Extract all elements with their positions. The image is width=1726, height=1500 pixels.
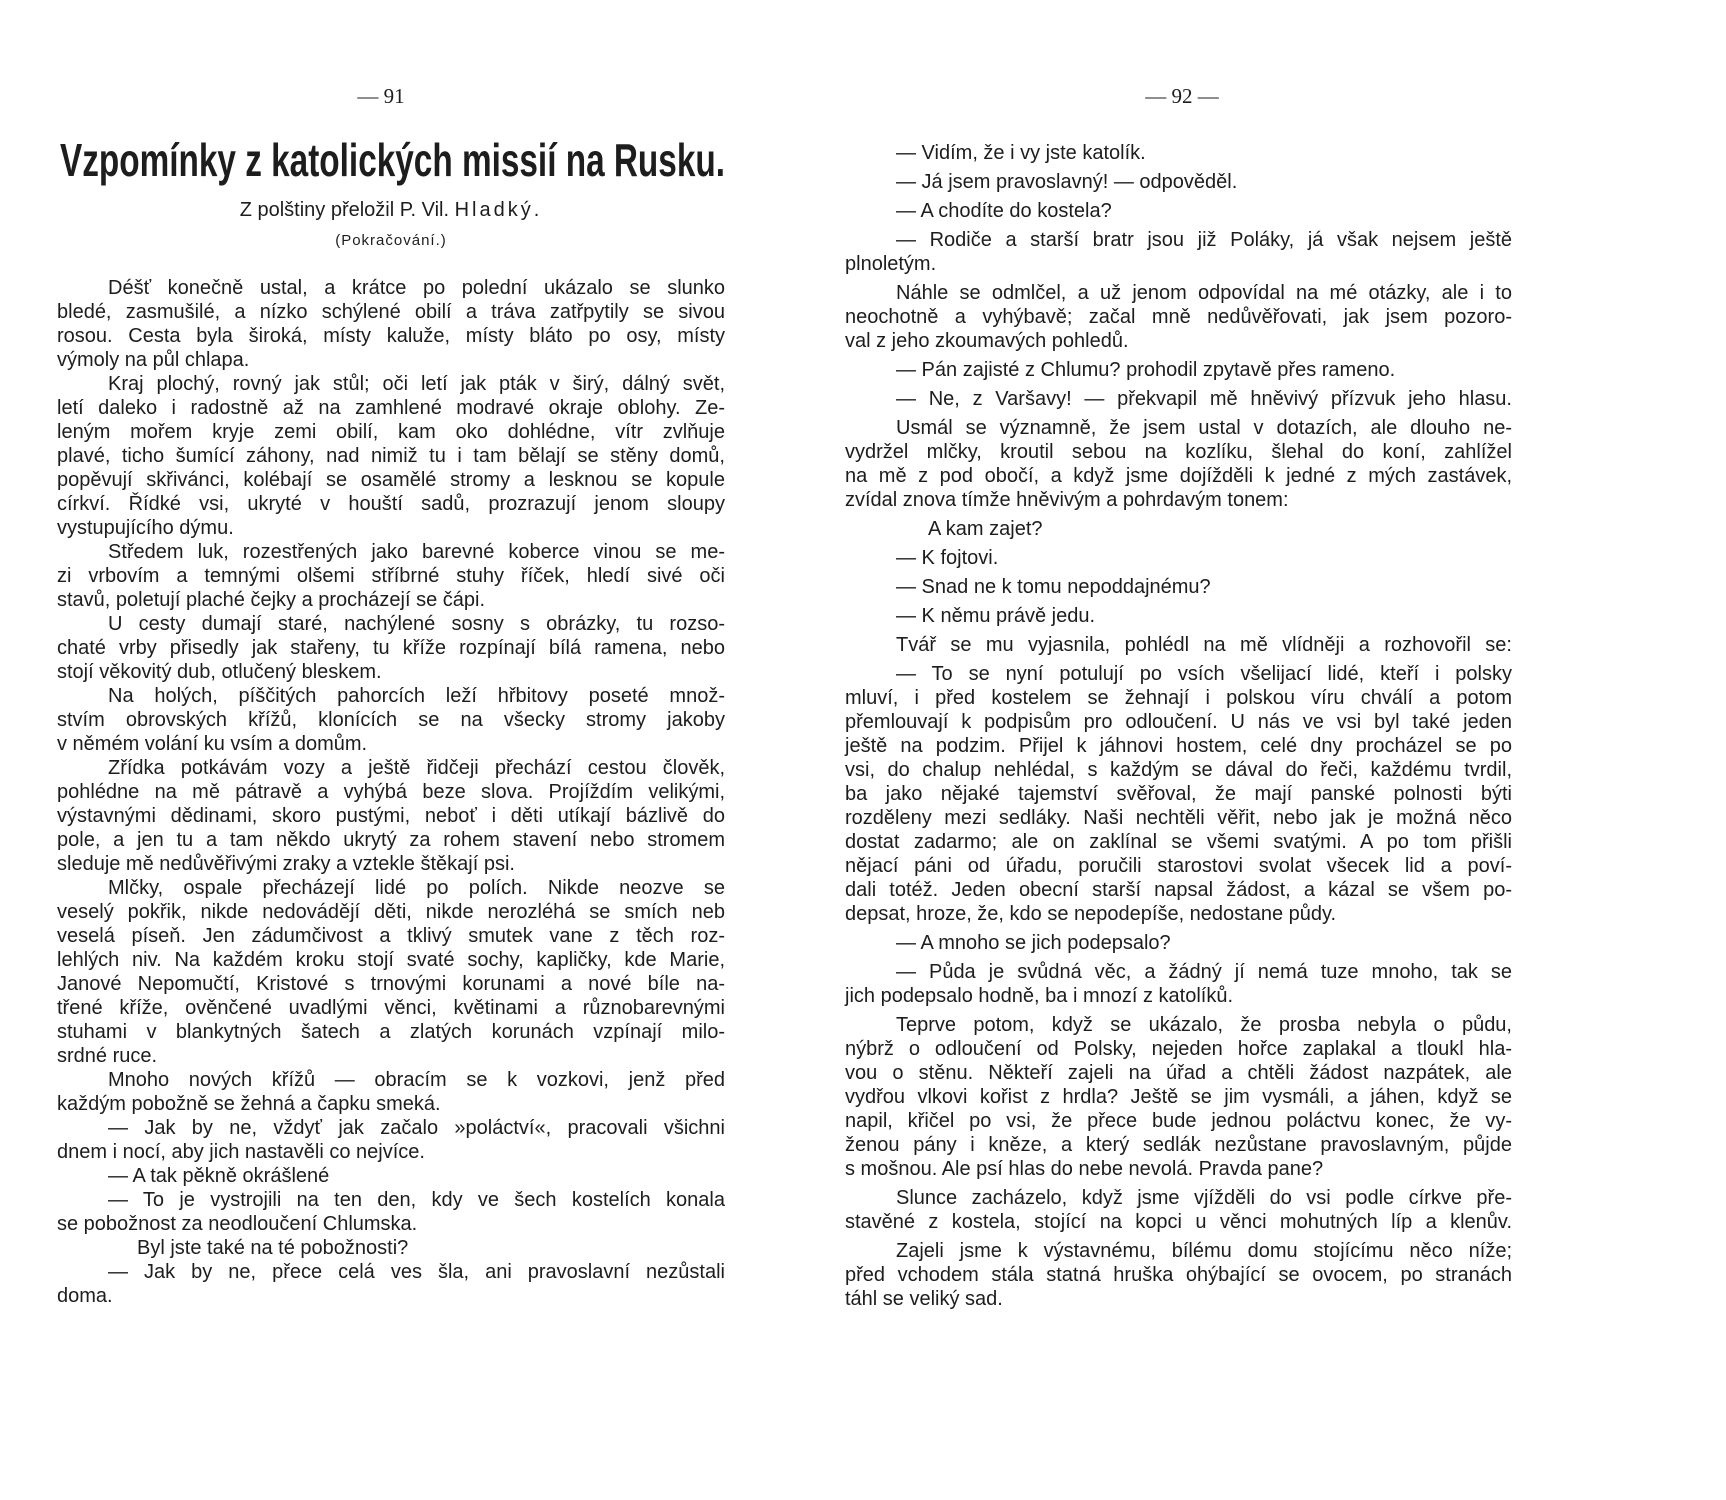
text-line: plavé, ticho šumící záhony, nad nimiž tu i tam bělají se stěny domů,: [57, 445, 725, 467]
text-line: — Jak by ne, vždyť jak začalo »poláctví«, pracovali všichni: [108, 1117, 725, 1139]
paragraph: [57, 372, 725, 540]
text-line: táhl se veliký sad.: [845, 1288, 1003, 1310]
text-line: s mošnou. Ale psí hlas do nebe nevolá. Pravda pane?: [845, 1158, 1324, 1180]
text-line: — Pán zajisté z Chlumu? prohodil zpytavě přes rameno.: [896, 359, 1396, 381]
text-line: nějací páni od úřadu, poručili starostovi svolat všecek lid a poví-: [845, 855, 1512, 877]
text-line: stavů, poletují plaché čejky a procházejí se čápi.: [57, 589, 486, 611]
text-line: vsi, do chalup nehlédal, s každým se dával do řeči, každému tvrdil,: [845, 759, 1512, 781]
paragraph: [57, 756, 725, 876]
text-line: Zajeli jsme k výstavnému, bílému domu stojícímu něco níže;: [896, 1240, 1512, 1262]
text-line: před vchodem stála statná hruška ohýbající se ovocem, po stranách: [845, 1264, 1512, 1286]
text-line: Slunce zacházelo, když jsme vjížděli do vsi podle církve pře-: [896, 1187, 1512, 1209]
page-number: — 92 —: [1145, 84, 1219, 108]
text-line: val z jeho zkoumavých pohledů.: [845, 330, 1129, 352]
text-line: — A chodíte do kostela?: [896, 200, 1112, 222]
dialogue-paragraph: [845, 931, 1512, 955]
text-line: leným mořem kryje zemi obilí, kam oko dohlédne, vítr zvlňuje: [57, 421, 725, 443]
text-line: — Ne, z Varšavy! — překvapil mě hněvivý přízvuk jeho hlasu.: [896, 388, 1512, 410]
text-line: Byl jste také na té pobožnosti?: [137, 1237, 409, 1259]
dialogue-paragraph: [57, 1236, 725, 1260]
text-line: dali totéž. Jeden obecní starší napsal žádost, a kázal se všem po-: [845, 879, 1512, 901]
dialogue-paragraph: [845, 141, 1512, 165]
text-line: vou o stěnu. Někteří zajeli na úřad a chtěli žádost nazpátek, ale: [845, 1062, 1512, 1084]
text-line: stojí věkovitý dub, otlučený bleskem.: [57, 661, 382, 683]
text-line: — Já jsem pravoslavný! — odpověděl.: [896, 171, 1238, 193]
text-line: třené kříže, ověnčené uvadlými věnci, květinami a různobarevnými: [57, 997, 725, 1019]
text-line: — A tak pěkně okrášlené: [108, 1165, 330, 1187]
text-line: plnoletým.: [845, 253, 937, 275]
text-line: ještě na podzim. Přijel k jáhnovi hostem, celé dny procházel se po: [845, 735, 1512, 757]
paragraph: [57, 876, 725, 1068]
text-line: — K fojtovi.: [896, 547, 999, 569]
paragraph: [845, 416, 1512, 512]
text-line: popěvují skřivánci, kolébají se osamělé stromy a lesknou se kopule: [57, 469, 725, 491]
text-line: Náhle se odmlčel, a už jenom odpovídal na mé otázky, ale i to: [896, 282, 1512, 304]
paragraph: [57, 276, 725, 372]
text-line: — Vidím, že i vy jste katolík.: [896, 142, 1146, 164]
text-line: U cesty dumají staré, nachýlené sosny s obrázky, tu rozso-: [108, 613, 725, 635]
paragraph: [845, 1239, 1512, 1311]
text-line: doma.: [57, 1285, 113, 1307]
text-line: jich podepsalo hodně, ba i mnozí z katolíků.: [845, 985, 1234, 1007]
text-line: — Půda je svůdná věc, a žádný jí nemá tuze mnoho, tak se: [896, 961, 1512, 983]
text-line: srdné ruce.: [57, 1045, 158, 1067]
continuation-note: (Pokračování.): [335, 232, 447, 249]
text-line: dostat zadarmo; ale on zaklínal se všemi svatými. A po tom přišli: [845, 831, 1512, 853]
text-line: se pobožnost za neodloučení Chlumska.: [57, 1213, 418, 1235]
paragraph: [57, 1068, 725, 1116]
article-title-text: Vzpomínky z katolických missií na Rusku.: [60, 134, 725, 186]
text-line: ženou pány i kněze, a který sedlák nezůstane pravoslavným, půjde: [845, 1134, 1512, 1156]
paragraph: [845, 633, 1512, 657]
left-page-body: [57, 276, 725, 1308]
text-line: přemlouvají k podpisům pro odloučení. U nás ve vsi byl také jeden: [845, 711, 1512, 733]
text-line: lehlých niv. Na každém kroku stojí svaté sochy, kapličky, kde Marie,: [57, 949, 725, 971]
text-line: Tvář se mu vyjasnila, pohlédl na mě vlídněji a rozhovořil se:: [896, 634, 1512, 656]
dialogue-paragraph: [845, 960, 1512, 1008]
text-line: veselá píseň. Jen zádumčivost a tklivý smutek vane z těch roz-: [57, 925, 725, 947]
text-line: — Rodiče a starší bratr jsou již Poláky, já však nejsem ještě: [896, 229, 1512, 251]
article-subtitle: [57, 198, 725, 222]
text-line: vydřou vlkovi kořist z hrdla? Ještě se jim vysmáli, a jáhen, když se: [845, 1086, 1512, 1108]
text-line: zvídal znova tímže hněvivým a pohrdavým tonem:: [845, 489, 1289, 511]
paragraph: [845, 1013, 1512, 1181]
text-line: chaté vrby přisedly jak stařeny, tu kříže rozpínají bílá ramena, nebo: [57, 637, 725, 659]
paragraph: [57, 684, 725, 756]
text-line: dnem i nocí, aby jich nastavěli co nejvíce.: [57, 1141, 425, 1163]
dialogue-paragraph: [57, 1116, 725, 1164]
text-line: rosou. Cesta byla široká, místy kaluže, místy bláto po osy, místy: [57, 325, 725, 347]
paragraph: [57, 612, 725, 684]
text-line: pohlédne na mě pátravě a vyhýbá beze slova. Projíždím velikými,: [57, 781, 725, 803]
right-page: [845, 0, 1726, 1500]
text-line: — A mnoho se jich podepsalo?: [896, 932, 1171, 954]
text-line: rozděleny mezi sedláky. Naši nechtěli věřit, nebo jak je možná něco: [845, 807, 1512, 829]
dialogue-paragraph: [845, 546, 1512, 570]
dialogue-paragraph: [57, 1260, 725, 1308]
text-line: vystupujícího dýmu.: [57, 517, 234, 539]
paragraph: [57, 540, 725, 612]
text-line: — Snad ne k tomu nepoddajnému?: [896, 576, 1211, 598]
dialogue-paragraph: [845, 228, 1512, 276]
dialogue-paragraph: [845, 662, 1512, 926]
text-line: na mě z pod obočí, a když jsme dojížděli k jedné z mých zastávek,: [845, 465, 1512, 487]
dialogue-paragraph: [57, 1164, 725, 1188]
text-line: A kam zajet?: [928, 518, 1043, 540]
text-line: — Jak by ne, přece celá ves šla, ani pravoslavní nezůstali: [108, 1261, 725, 1283]
translator-name: Hladký.: [454, 199, 543, 221]
dialogue-paragraph: [57, 1188, 725, 1236]
text-line: zi vrbovím a temnými olšemi stříbrné stuhy říček, hledí sivé oči: [57, 565, 725, 587]
text-line: Usmál se významně, že jsem ustal v dotazích, ale dlouho ne-: [896, 417, 1512, 439]
text-line: nýbrž o odloučení od Polsky, nejeden hořce zaplakal a tloukl hla-: [845, 1038, 1512, 1060]
paragraph: [845, 1186, 1512, 1234]
text-line: Na holých, píščitých pahorcích leží hřbitovy poseté množ-: [108, 685, 725, 707]
subtitle-text: Z polštiny přeložil P. Vil.: [239, 199, 450, 221]
page-number: — 91: [357, 84, 405, 108]
text-line: sleduje mě nedůvěřivými zraky a vztekle štěkají psi.: [57, 853, 515, 875]
text-line: každým pobožně se žehná a čapku smeká.: [57, 1093, 441, 1115]
text-line: církví. Řídké vsi, ukryté v houští sadů, prozrazují jenom sloupy: [57, 493, 725, 515]
right-page-body: [845, 141, 1512, 1311]
text-line: napil, křičel po vsi, že přece bude jednou poláctvu konec, že vy-: [845, 1110, 1512, 1132]
text-line: bledé, zasmušilé, a nízko schýlené obilí a tráva zatřpytily se sivou: [57, 301, 725, 323]
text-line: — To je vystrojili na ten den, kdy ve šech kostelích konala: [108, 1189, 725, 1211]
dialogue-paragraph: [845, 358, 1512, 382]
text-line: pole, a jen tu a tam někdo ukrytý za rohem stavení nebo stromem: [57, 829, 725, 851]
text-line: mluví, i před kostelem se žehnají i polskou víru chválí a potom: [845, 687, 1512, 709]
text-line: výstavnými dědinami, skoro pustými, neboť i děti utíkají bázlivě do: [57, 805, 725, 827]
text-line: stvím obrovských křížů, klonících se na všecky stromy jakoby: [57, 709, 725, 731]
dialogue-paragraph: [845, 575, 1512, 599]
text-line: stuhami v blankytných šatech a zlatých korunách vzpínají milo-: [57, 1021, 725, 1043]
text-line: výmoly na půl chlapa.: [57, 349, 250, 371]
text-line: veselý pokřik, nikde nedovádějí děti, nikde nerozléhá se smích neb: [57, 901, 725, 923]
text-line: Mlčky, ospale přecházejí lidé po polích. Nikde neozve se: [108, 877, 725, 899]
dialogue-paragraph: [845, 387, 1512, 411]
dialogue-paragraph: [845, 604, 1512, 628]
text-line: vydržel mlčky, kroutil sebou na kozlíku, šlehal do koní, zahlížel: [845, 441, 1512, 463]
text-line: Janové Nepomučtí, Kristové s trnovými korunami a nové bíle na-: [57, 973, 725, 995]
text-line: Déšť konečně ustal, a krátce po polední ukázalo se slunko: [108, 277, 725, 299]
text-line: — To se nyní potulují po vsích všelijací lidé, kteří i polsky: [896, 663, 1512, 685]
dialogue-paragraph: [845, 517, 1512, 541]
text-line: v němém volání ku vsím a domům.: [57, 733, 368, 755]
paragraph: [845, 281, 1512, 353]
dialogue-paragraph: [845, 170, 1512, 194]
text-line: Zřídka potkávám vozy a ještě řidčeji přechází cestou člověk,: [108, 757, 725, 779]
text-line: — K němu právě jedu.: [896, 605, 1095, 627]
text-line: depsat, hroze, že, kdo se nepodepíše, nedostane půdy.: [845, 903, 1337, 925]
text-line: neochotně a vyhýbavě; začal mně nedůvěřovati, jak jsem pozoro-: [845, 306, 1512, 328]
article-title: [57, 134, 725, 186]
text-line: Středem luk, rozestřených jako barevné koberce vinou se me-: [108, 541, 725, 563]
text-line: Teprve potom, když se ukázalo, že prosba nebyla o půdu,: [896, 1014, 1512, 1036]
text-line: ba jako nějaké tajemství svěřoval, že mají panské polnosti býti: [845, 783, 1512, 805]
text-line: letí daleko i radostně až na zamhlené modravé okraje oblohy. Ze-: [57, 397, 725, 419]
text-line: stavěné z kostela, stojící na kopci u věnci mohutných líp a klenův.: [845, 1211, 1512, 1233]
text-line: Kraj plochý, rovný jak stůl; oči letí jak pták v širý, dálný svět,: [108, 373, 725, 395]
text-line: Mnoho nových křížů — obracím se k vozkovi, jenž před: [108, 1069, 725, 1091]
dialogue-paragraph: [845, 199, 1512, 223]
